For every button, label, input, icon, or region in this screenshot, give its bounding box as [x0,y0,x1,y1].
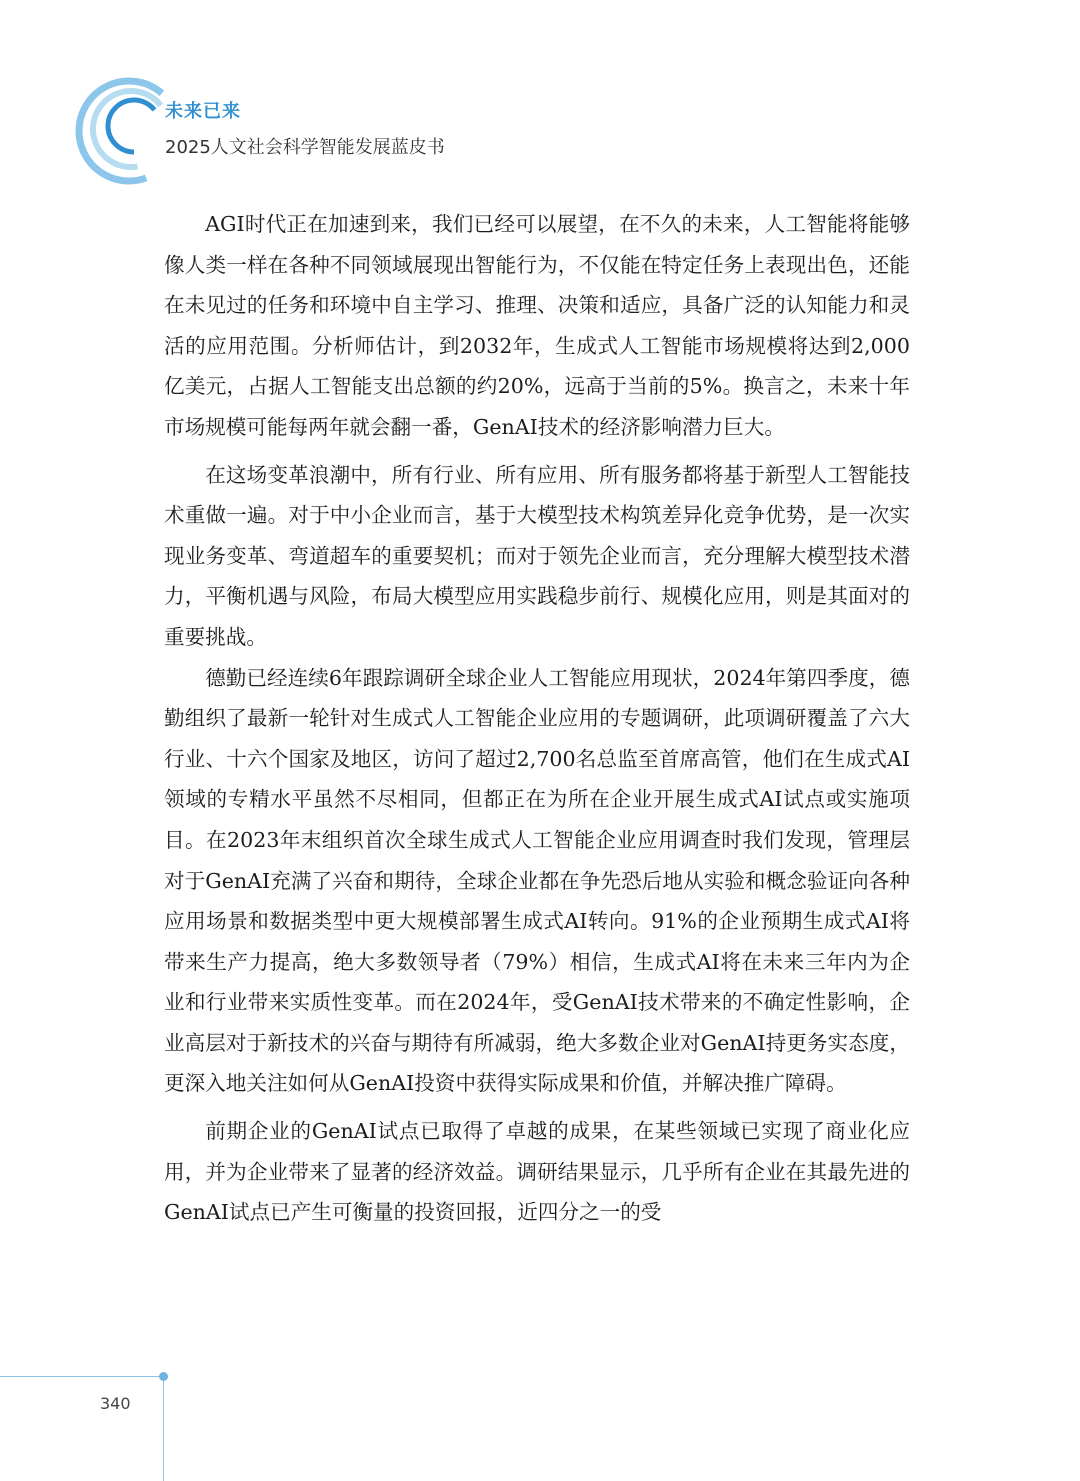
page-number: 340 [100,1394,131,1413]
paragraph-transformation-wave: 在这场变革浪潮中，所有行业、所有应用、所有服务都将基于新型人工智能技术重做一遍。对于中小企业而言，基于大模型技术构筑差异化竞争优势，是一次实现业务变革、弯道超车的重要契机；而对于领先企业而言，充分理解大模型技术潜力，平衡机遇与风险，布局大模型应用实践稳步前行、规模化应用，则是其面对的重要挑战。 [164,462,910,649]
footer-vertical-rule [163,1376,164,1481]
series-title: 未来已来 [165,101,241,122]
paragraph-agi-era: AGI时代正在加速到来，我们已经可以展望，在不久的未来，人工智能将能够像人类一样在各种不同领域展现出智能行为，不仅能在特定任务上表现出色，还能在未见过的任务和环境中自主学习、推理、决策和适应，具备广泛的认知能力和灵活的应用范围。分析师估计，到2032年，生成式人工智能市场规模将达到2,000亿美元，占据人工智能支出总额的约20%，远高于当前的5%。换言之，未来十年市场规模可能每两年就会翻一番，GenAI技术的经济影响潜力巨大。 [164,212,910,439]
body-text [164,204,910,1233]
footer-dot [159,1372,168,1381]
footer-divider [0,1376,164,1377]
paragraph-pilot-results: 前期企业的GenAI试点已取得了卓越的成果，在某些领域已实现了商业化应用，并为企业带来了显著的经济效益。调研结果显示，几乎所有企业在其最先进的GenAI试点已产生可衡量的投资回报，近四分之一的受 [164,1119,910,1225]
page-header [0,0,1080,190]
crescent-rings-logo-icon [74,76,184,186]
paragraph-deloitte-survey: 德勤已经连续6年跟踪调研全球企业人工智能应用现状，2024年第四季度，德勤组织了最新一轮针对生成式人工智能企业应用的专题调研，此项调研覆盖了六大行业、十六个国家及地区，访问了超过2,700名总监至首席高管，他们在生成式AI领域的专精水平虽然不尽相同，但都正在为所在企业开展生成式AI试点或实施项目。在2023年末组织首次全球生成式人工智能企业应用调查时我们发现，管理层对于GenAI充满了兴奋和期待，全球企业都在争先恐后地从实验和概念验证向各种应用场景和数据类型中更大规模部署生成式AI转向。91%的企业预期生成式AI将带来生产力提高，绝大多数领导者（79%）相信，生成式AI将在未来三年内为企业和行业带来实质性变革。而在2024年，受GenAI技术带来的不确定性影响，企业高层对于新技术的兴奋与期待有所减弱，绝大多数企业对GenAI持更务实态度，更深入地关注如何从GenAI投资中获得实际成果和价值，并解决推广障碍。 [164,665,910,1096]
book-title: 2025人文社会科学智能发展蓝皮书 [165,137,445,158]
